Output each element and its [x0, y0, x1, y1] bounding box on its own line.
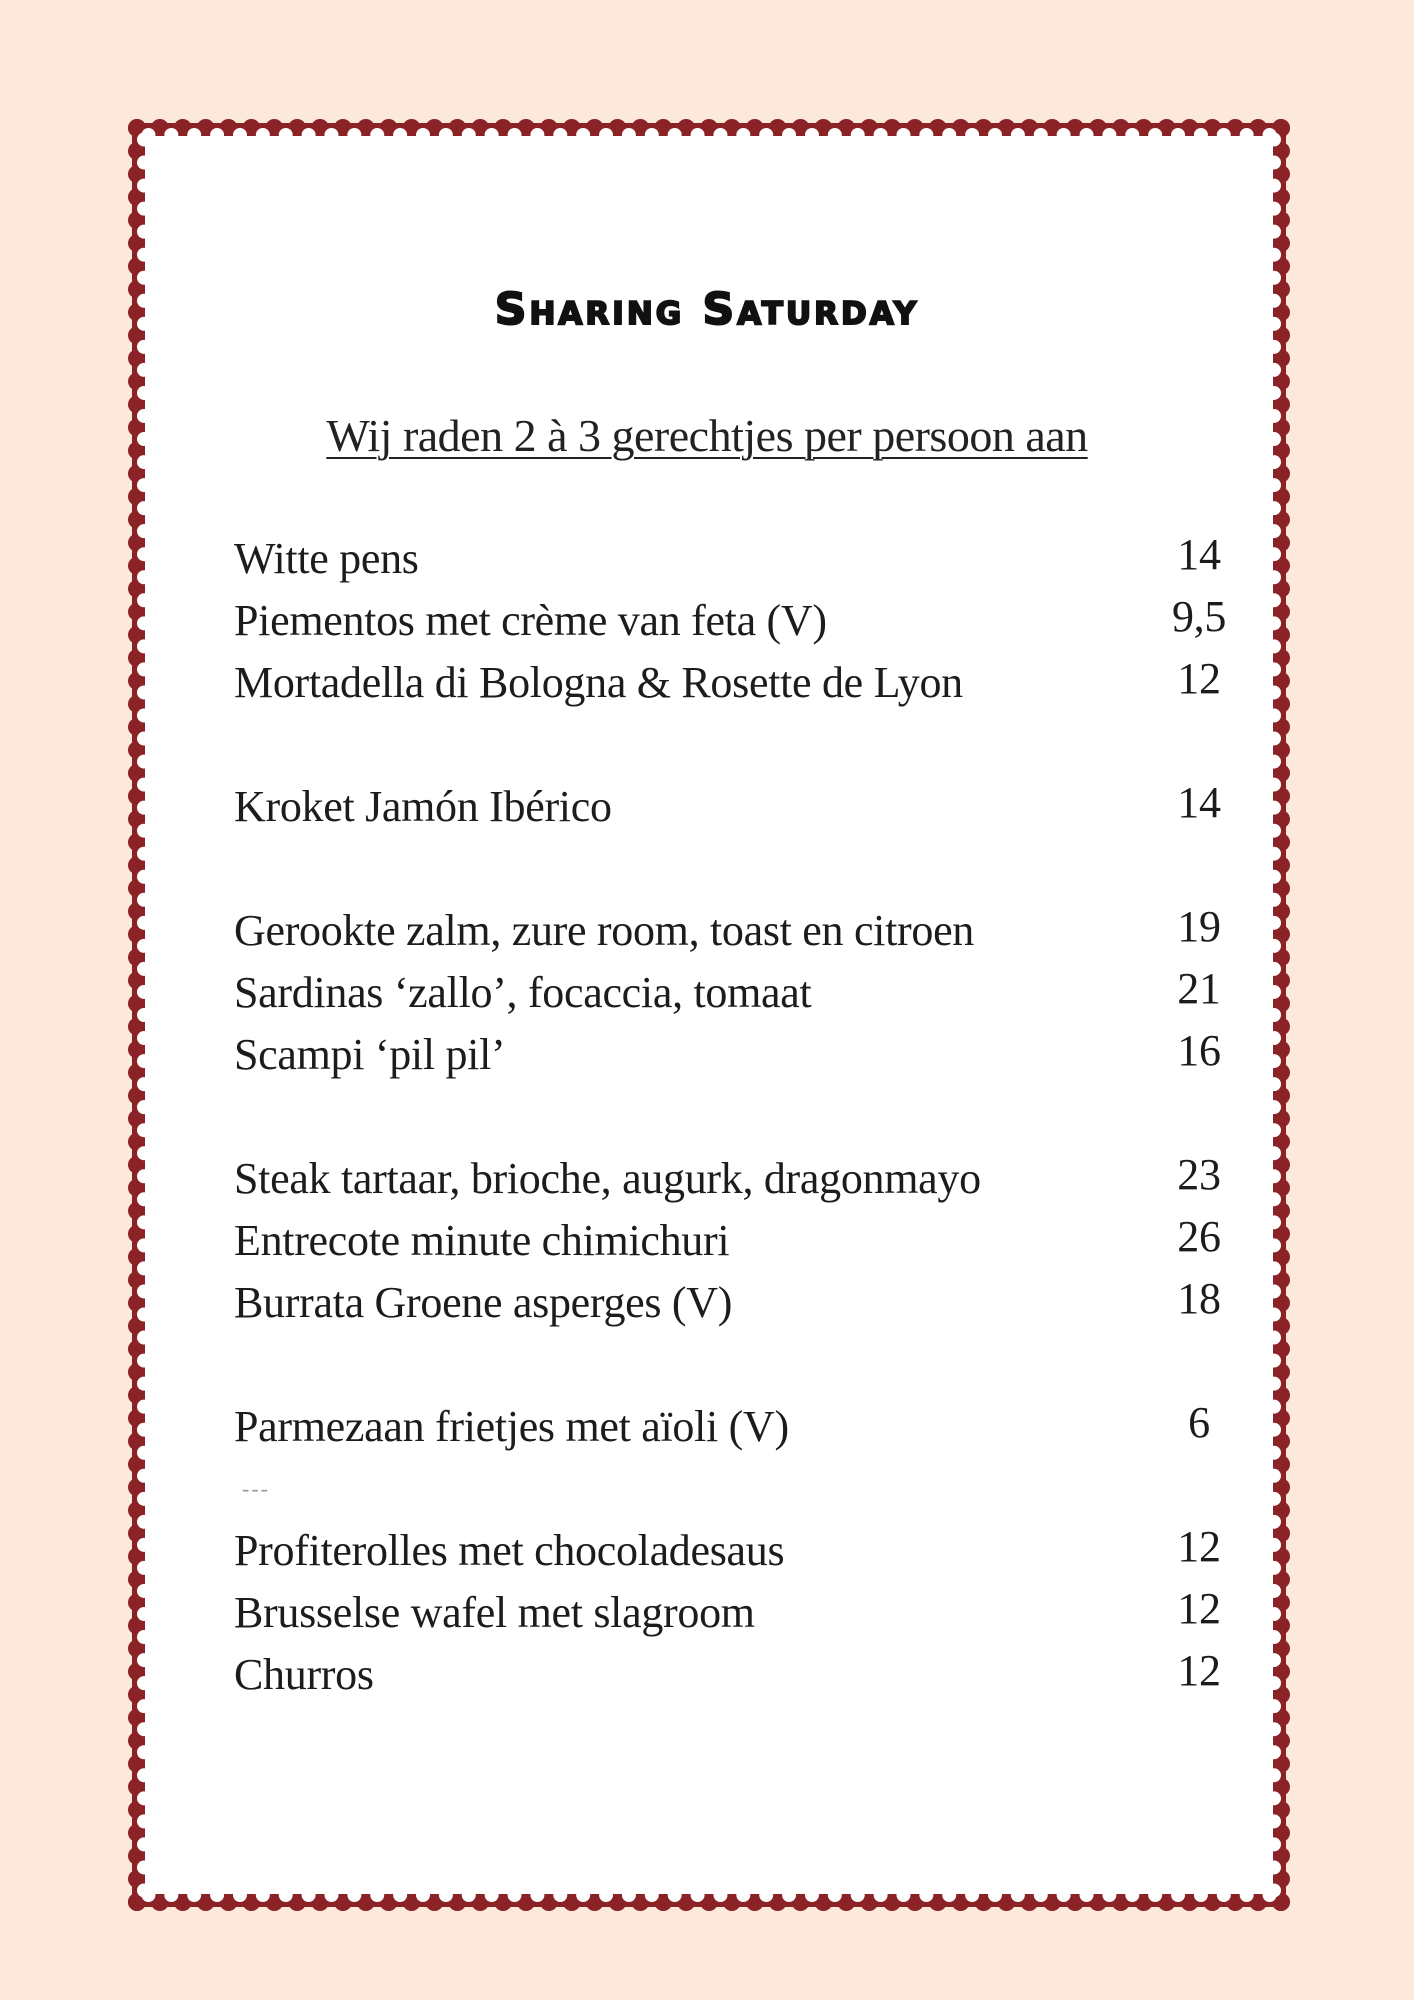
menu-item-price: 14 — [1177, 530, 1221, 579]
menu-item-name: Steak tartaar, brioche, augurk, dragonmayo — [234, 1154, 981, 1203]
menu-item — [234, 900, 1229, 962]
menu-item — [234, 776, 1229, 838]
menu-item-name: Sardinas ‘zallo’, focaccia, tomaat — [234, 968, 812, 1017]
menu-item — [234, 590, 1229, 652]
menu-item-price: 23 — [1177, 1150, 1221, 1199]
group-spacer — [234, 838, 1229, 900]
menu-item — [234, 528, 1229, 590]
menu-item-name: Mortadella di Bologna & Rosette de Lyon — [234, 658, 963, 707]
group-spacer — [234, 714, 1229, 776]
menu-item — [234, 1210, 1229, 1272]
menu-item-name: Parmezaan frietjes met aïoli (V) — [234, 1402, 789, 1451]
menu-item-price: 9,5 — [1171, 592, 1227, 641]
menu-item — [234, 1024, 1229, 1086]
menu-item — [234, 1396, 1229, 1458]
menu-item-name: Burrata Groene asperges (V) — [234, 1278, 733, 1327]
menu-item — [234, 1148, 1229, 1210]
dessert-item-price: 12 — [1177, 1522, 1221, 1571]
menu-item-price: 16 — [1177, 1026, 1221, 1075]
dessert-item-price: 12 — [1177, 1646, 1221, 1695]
menu-item-price: 21 — [1177, 964, 1221, 1013]
menu-list — [234, 528, 1229, 1706]
menu-item — [234, 652, 1229, 714]
menu-item-price: 26 — [1177, 1212, 1221, 1261]
menu-item — [234, 962, 1229, 1024]
page-title: Sharing Saturday — [494, 284, 920, 335]
menu-item — [234, 1272, 1229, 1334]
dessert-item — [234, 1644, 1229, 1706]
dessert-item-name: Brusselse wafel met slagroom — [234, 1588, 755, 1637]
dessert-item-price: 12 — [1177, 1584, 1221, 1633]
menu-item-name: Witte pens — [234, 534, 419, 583]
menu-item-price: 12 — [1177, 654, 1221, 703]
menu-item-price: 6 — [1188, 1398, 1210, 1447]
dessert-item-name: Churros — [234, 1650, 374, 1699]
group-spacer — [234, 1334, 1229, 1396]
menu-item-name: Entrecote minute chimichuri — [234, 1216, 730, 1265]
menu-item-name: Gerookte zalm, zure room, toast en citroen — [234, 906, 974, 955]
dessert-item-name: Profiterolles met chocoladesaus — [234, 1526, 785, 1575]
menu-item-name: Scampi ‘pil pil’ — [234, 1030, 506, 1079]
group-spacer — [234, 1086, 1229, 1148]
menu-item-price: 14 — [1177, 778, 1221, 827]
menu-item-price: 18 — [1177, 1274, 1221, 1323]
dessert-divider — [234, 1458, 1229, 1520]
menu-item-name: Piementos met crème van feta (V) — [234, 596, 827, 645]
dessert-item — [234, 1582, 1229, 1644]
divider-text: --- — [242, 1476, 270, 1501]
dessert-item — [234, 1520, 1229, 1582]
page-subtitle: Wij raden 2 à 3 gerechtjes per persoon aan — [326, 410, 1088, 461]
menu-item-price: 19 — [1177, 902, 1221, 951]
menu-item-name: Kroket Jamón Ibérico — [234, 782, 612, 831]
